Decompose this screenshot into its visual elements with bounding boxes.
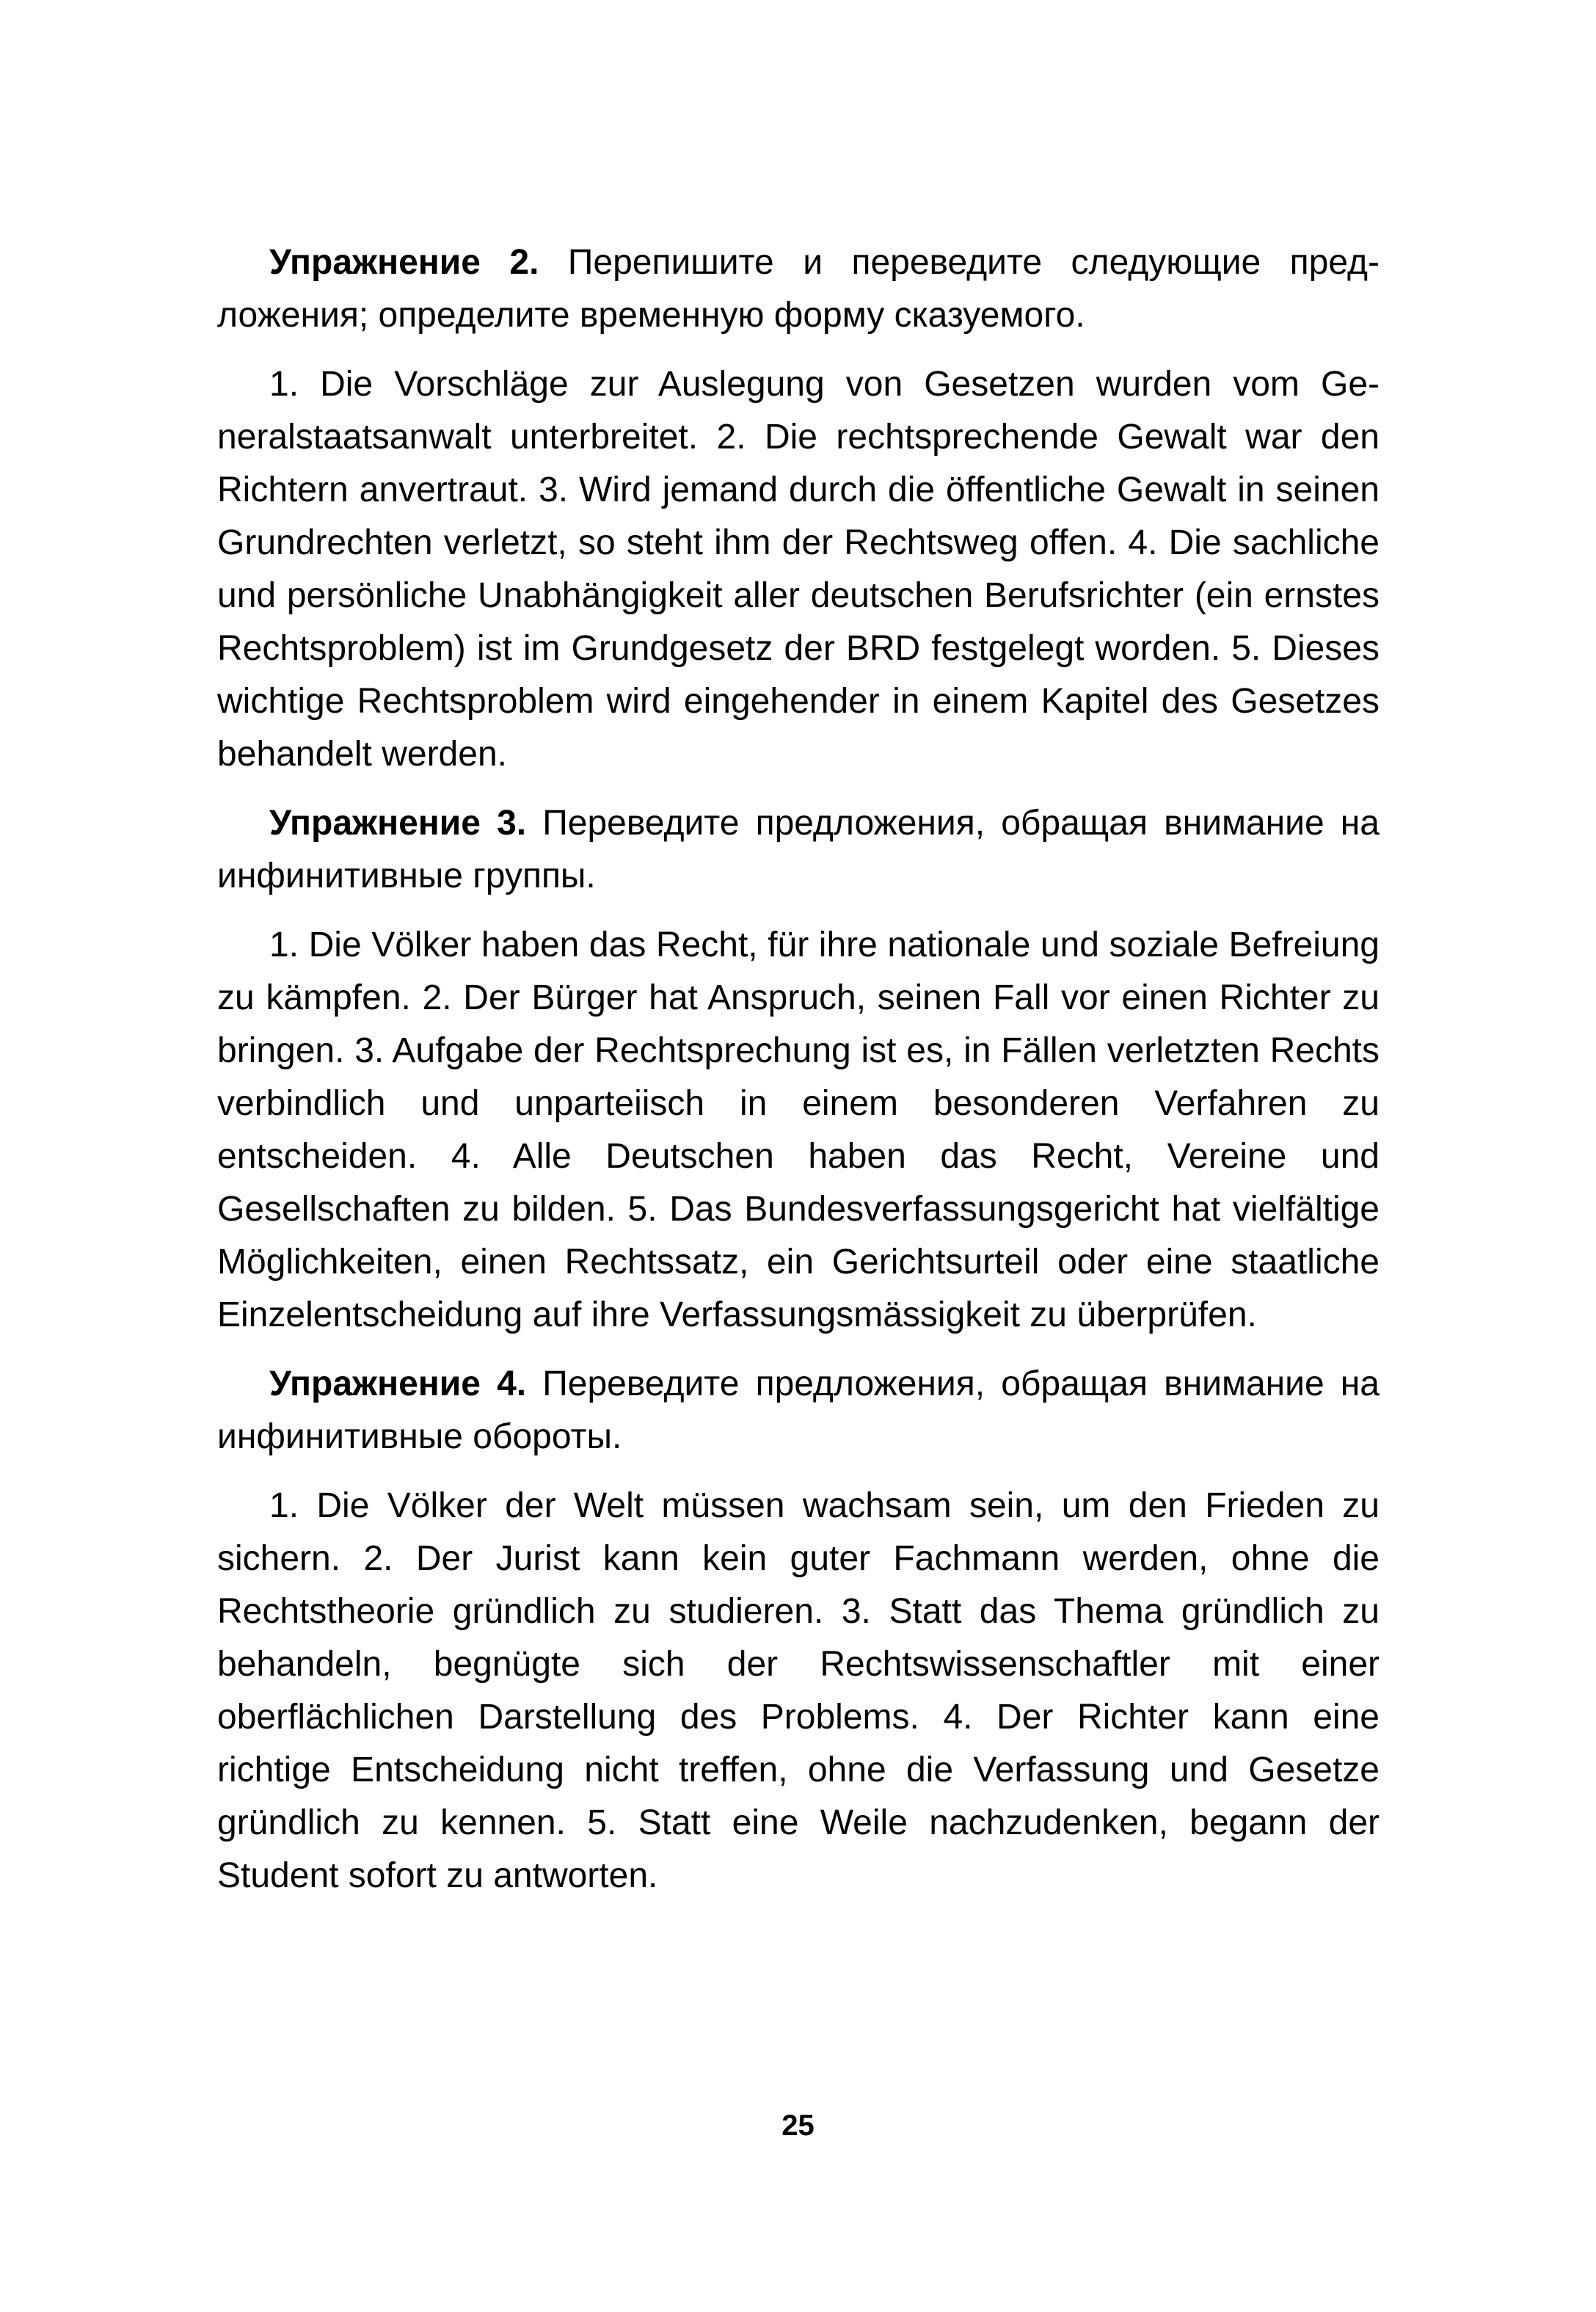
page-content: [217, 236, 1380, 1919]
exercise-heading: [217, 236, 1380, 342]
exercise-title: Упражнение 4.: [269, 1364, 527, 1403]
exercise-title: Упражнение 3.: [269, 804, 527, 843]
exercise-sentences: 1. Die Völker haben das Recht, für ihre nationale und soziale Befreiung zu kämpfen. 2. Der Bürger hat Anspruch, seinen Fall vor einen Richter zu bringen. 3. Aufgabe der Rechtsprechung ist es, in Fällen verletzten Rechts verbindlich und unparteiisch in einem besonderen Verfahren zu entscheiden. 4. Alle Deutschen haben das Recht, Vereine und Gesellschaften zu bilden. 5. Das Bundesverfassungsgericht hat vielfältige Möglichkeiten, einen Rechtssatz, ein Gerichtsurteil oder eine staatliche Einzelentscheidung auf ihre Verfassungsmässigkeit zu überprüfen.: [217, 926, 1380, 1334]
exercise-heading: [217, 797, 1380, 903]
exercise-sentences: 1. Die Völker der Welt müssen wachsam sein, um den Frieden zu sichern. 2. Der Jurist kann kein guter Fachmann werden, ohne die Rechtstheorie gründlich zu studieren. 3. Statt das Thema gründlich zu behandeln, begnügte sich der Rechtswissenschaftler mit einer oberflächlichen Darstellung des Problems. 4. Der Richter kann eine richtige Entscheidung nicht treffen, ohne die Verfassung und Gesetze gründlich zu kennen. 5. Statt eine Weile nachzudenken, begann der Student sofort zu antworten.: [217, 1486, 1380, 1895]
exercise-title: Упражнение 2.: [269, 243, 539, 282]
exercise-2: [217, 236, 1380, 781]
exercise-heading: [217, 1358, 1380, 1464]
exercise-instruction: Переведите предложения, обращая внимание на инфинитивные группы.: [217, 804, 1380, 895]
exercise-3: [217, 797, 1380, 1342]
exercise-4: [217, 1358, 1380, 1902]
page-number: 25: [781, 2109, 815, 2142]
exercise-sentences: 1. Die Vorschläge zur Auslegung von Gesetzen wurden vom Generalstaatsanwalt unterbreitet. 2. Die rechtsprechende Gewalt war den Richtern anvertraut. 3. Wird jemand durch die öffentliche Gewalt in seinen Grundrechten verletzt, so steht ihm der Rechtsweg offen. 4. Die sachliche und persönliche Unabhängigkeit aller deutschen Berufsrichter (ein ernstes Rechtsproblem) ist im Grundgesetz der BRD festgelegt worden. 5. Dieses wichtige Rechtsproblem wird eingehender in einem Kapitel des Gesetzes behandelt werden.: [217, 365, 1380, 774]
exercise-instruction: Переведите предложения, обращая внимание на инфинитивные обороты.: [217, 1364, 1380, 1456]
exercise-instruction: Перепишите и переведите следующие предложения; определите временную форму сказуемого.: [217, 243, 1380, 335]
